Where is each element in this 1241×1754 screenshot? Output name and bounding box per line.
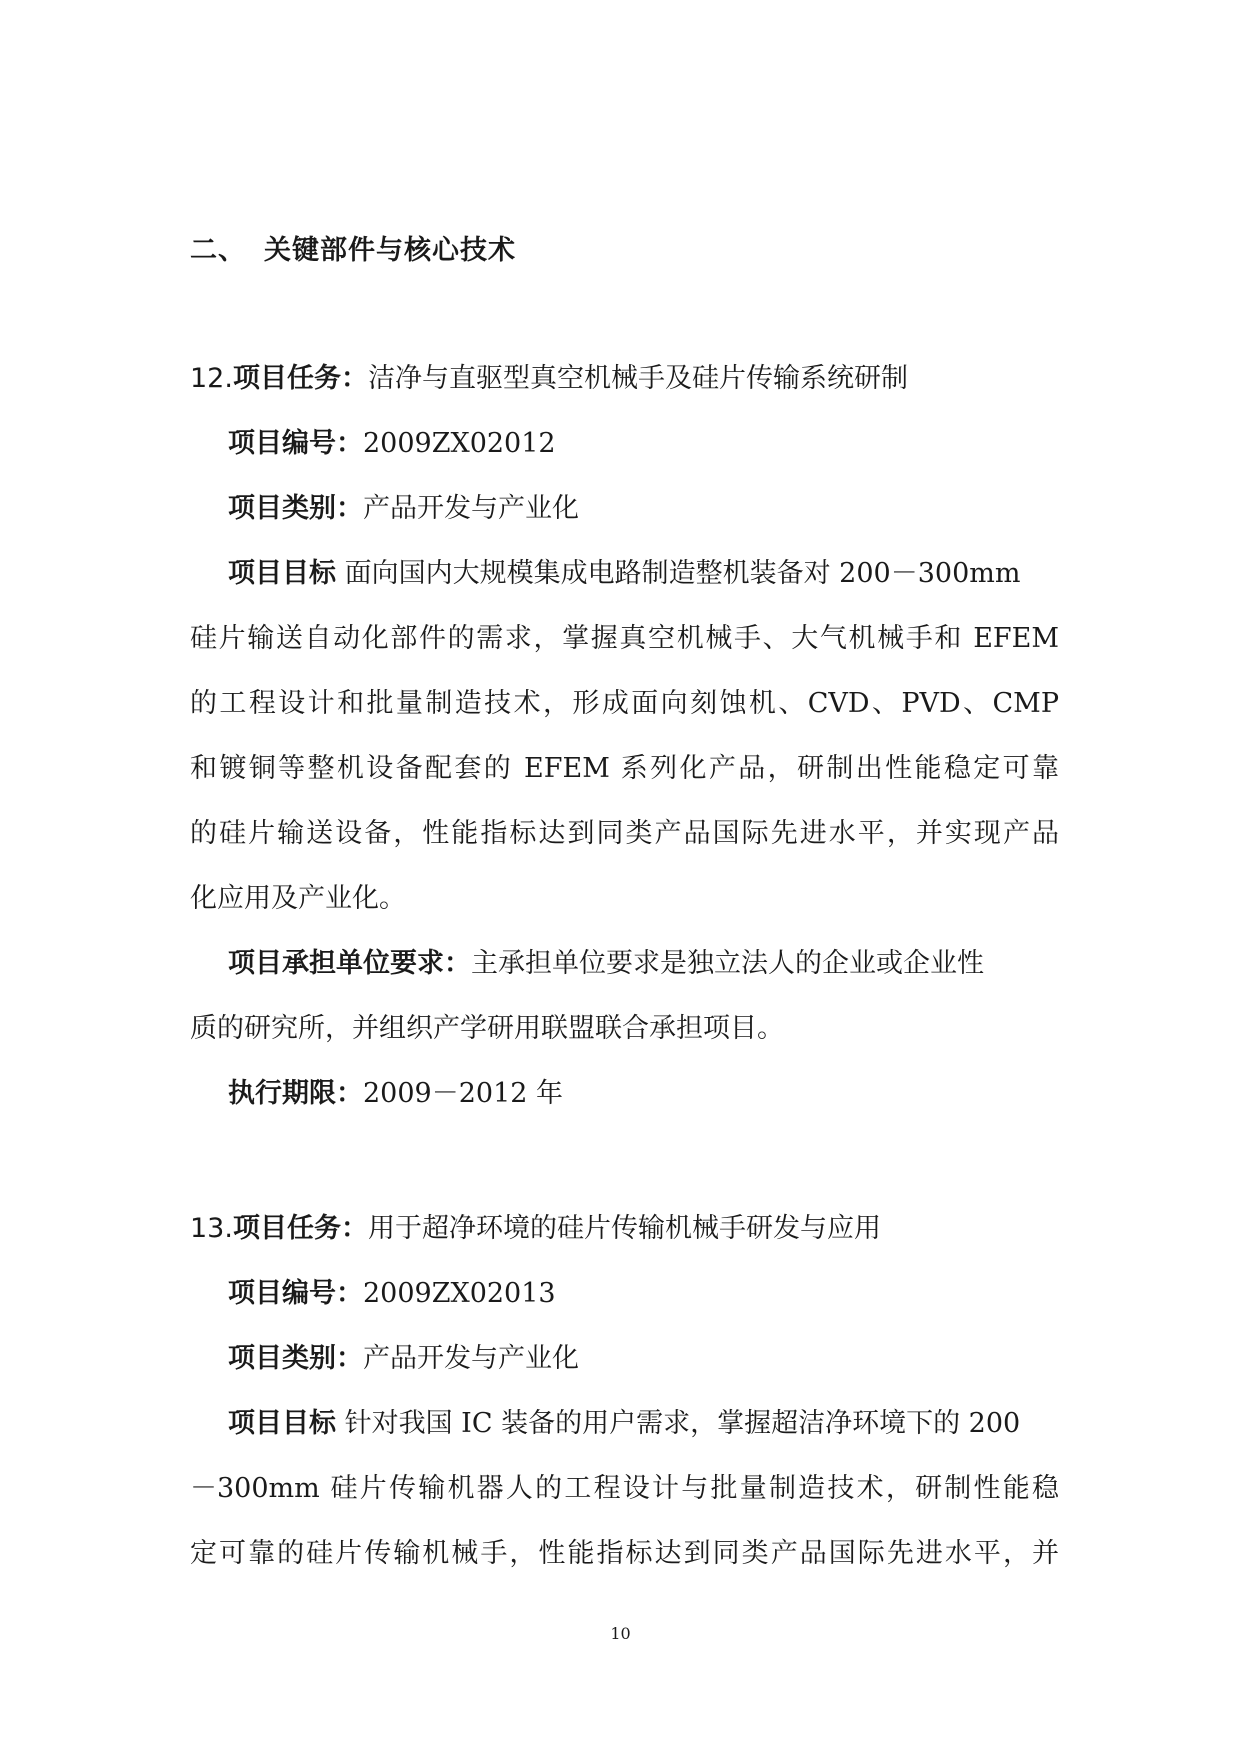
project12-period-label: 执行期限：: [228, 1078, 363, 1109]
project13-goal-line-2: －300mm 硅片传输机器人的工程设计与批量制造技术，研制性能稳: [190, 1473, 1059, 1504]
project13-goal-text-1: 针对我国 IC 装备的用户需求，掌握超洁净环境下的 200: [344, 1408, 1021, 1439]
project12-period-line: [228, 1079, 563, 1109]
project12-goal-line-3: 的工程设计和批量制造技术，形成面向刻蚀机、CVD、PVD、CMP: [190, 688, 1059, 719]
project12-org-line-1: [228, 949, 984, 979]
project13-goal-line-3: 定可靠的硅片传输机械手，性能指标达到同类产品国际先进水平，并: [190, 1538, 1059, 1569]
project13-id-value: 2009ZX02013: [363, 1278, 556, 1309]
project12-org-line-2: 质的研究所，并组织产学研用联盟联合承担项目。: [190, 1013, 784, 1044]
project13-category-value: 产品开发与产业化: [363, 1343, 579, 1374]
project12-id-line: [228, 429, 556, 459]
project12-task-label: 项目任务：: [232, 363, 368, 394]
project12-id-value: 2009ZX02012: [363, 428, 556, 459]
project12-goal-line-1: [228, 559, 1020, 589]
project12-goal-line-6: 化应用及产业化。: [190, 883, 406, 914]
project13-number: 13.: [190, 1213, 233, 1244]
project13-goal-label: 项目目标: [228, 1408, 336, 1439]
section-title: 关键部件与核心技术: [264, 235, 516, 266]
project13-category-label: 项目类别：: [228, 1343, 363, 1374]
project12-goal-text-1: 面向国内大规模集成电路制造整机装备对 200－300mm: [344, 558, 1021, 589]
project12-number: 12.: [190, 363, 233, 394]
project13-id-label: 项目编号：: [228, 1278, 363, 1309]
project12-goal-label: 项目目标: [228, 558, 336, 589]
project13-task-line: [190, 1214, 881, 1244]
project13-goal-line-1: [228, 1409, 1020, 1439]
project13-category-line: [228, 1344, 579, 1374]
section-heading: [190, 228, 516, 267]
project12-task-text: 洁净与直驱型真空机械手及硅片传输系统研制: [367, 363, 908, 394]
project12-category-label: 项目类别：: [228, 493, 363, 524]
project12-goal-line-2: 硅片输送自动化部件的需求，掌握真空机械手、大气机械手和 EFEM: [190, 623, 1059, 654]
project12-org-text-1: 主承担单位要求是独立法人的企业或企业性: [471, 948, 984, 979]
project12-org-label: 项目承担单位要求：: [228, 948, 471, 979]
page-number: 10: [610, 1624, 631, 1643]
section-number: 二、: [190, 235, 246, 266]
project12-goal-line-5: 的硅片输送设备，性能指标达到同类产品国际先进水平，并实现产品: [190, 818, 1059, 849]
project12-period-value: 2009－2012 年: [363, 1078, 564, 1109]
project12-task-line: [190, 364, 908, 394]
project13-task-label: 项目任务：: [232, 1213, 368, 1244]
project12-goal-line-4: 和镀铜等整机设备配套的 EFEM 系列化产品，研制出性能稳定可靠: [190, 753, 1059, 784]
project12-category-line: [228, 494, 579, 524]
project13-task-text: 用于超净环境的硅片传输机械手研发与应用: [367, 1213, 881, 1244]
project13-id-line: [228, 1279, 556, 1309]
project12-id-label: 项目编号：: [228, 428, 363, 459]
project12-category-value: 产品开发与产业化: [363, 493, 579, 524]
